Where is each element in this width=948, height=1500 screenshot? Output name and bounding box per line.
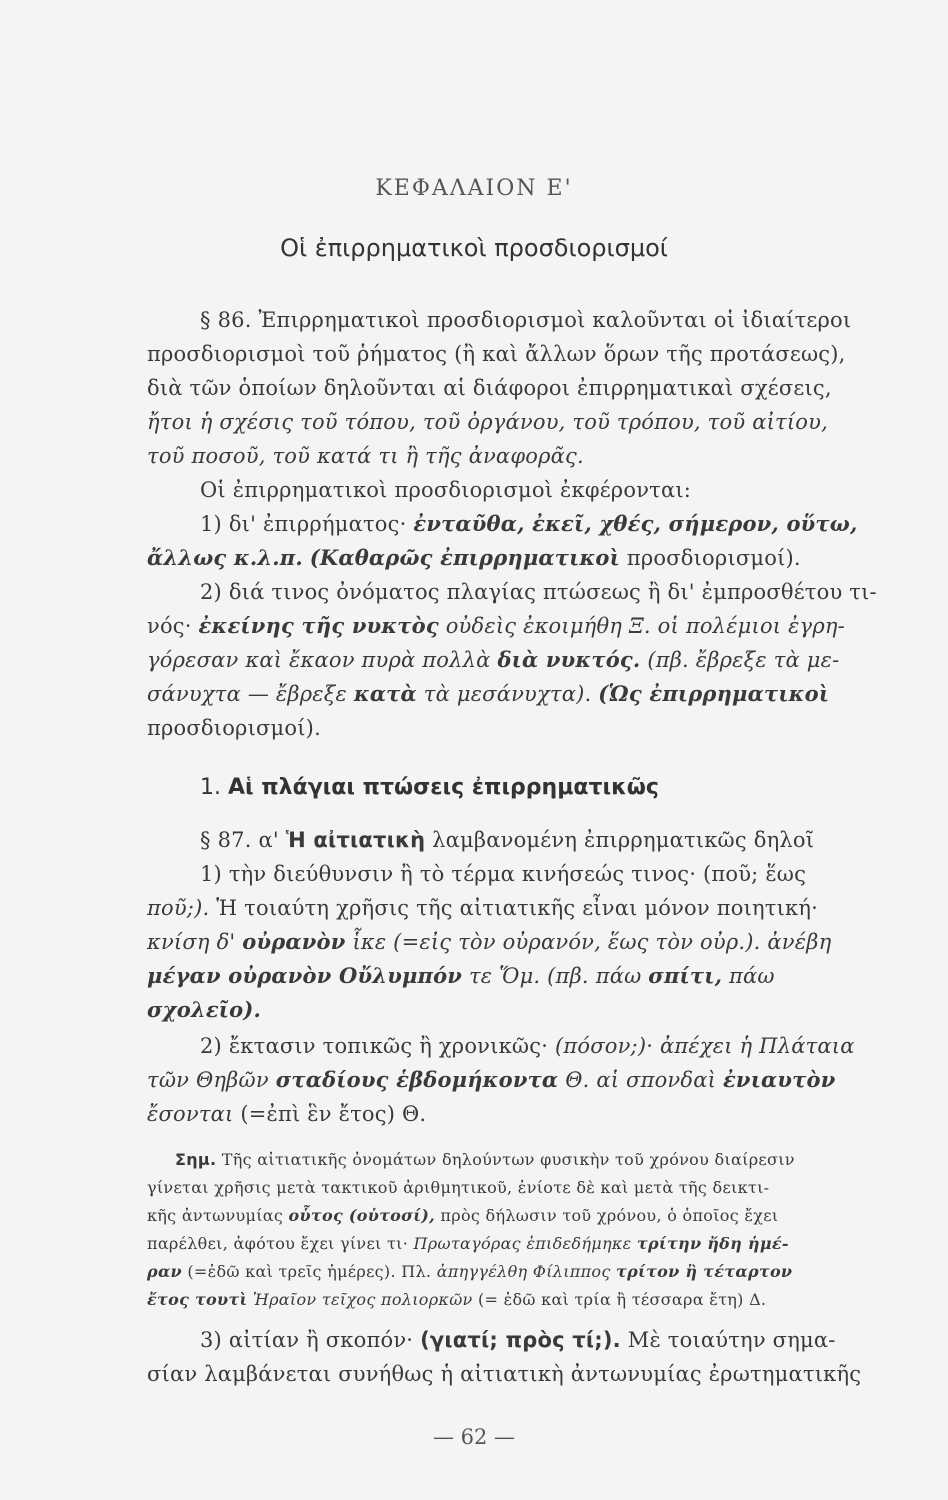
paragraph-87-line — [200, 1032, 948, 1060]
text-span: πρὸς δήλωσιν τοῦ χρόνου, ὁ ὁποῖος ἔχει — [440, 1206, 779, 1225]
text-span: ἐκείνης τῆς νυκτὸς — [198, 613, 439, 638]
text-span: ραν — [147, 1262, 182, 1281]
text-span: (Καθαρῶς ἐπιρρηματικοὶ — [309, 545, 620, 570]
text-span: γόρεσαν καὶ ἔκαον πυρὰ πολλὰ — [147, 648, 491, 672]
text-span: ἐνιαυτὸν — [722, 1067, 836, 1092]
text-span: οὐδεὶς ἐκοιμήθη Ξ. οἱ πολέμιοι ἐγρη- — [445, 614, 845, 638]
paragraph-86-line — [147, 408, 907, 436]
text-span: Μὲ τοιαύτην σημα- — [627, 1328, 836, 1352]
text-span: Ἡ τοιαύτη χρῆσις τῆς αἰτιατικῆς εἶναι μόνον ποιητική· — [216, 896, 819, 920]
text-span: πάω — [595, 964, 642, 988]
text-span: μέγαν οὐρανὸν Οὔλυμπόν — [147, 963, 463, 988]
text-span: ἄλλως κ.λ.π. — [147, 545, 303, 570]
text-span: ἀπηγγέλθη Φίλιππος — [436, 1262, 611, 1281]
example-words: ἐνταῦθα, ἐκεῖ, χθές, σήμερον, οὕτω, — [413, 511, 858, 536]
paragraph-87-line — [147, 1100, 907, 1128]
paragraph-86-line — [147, 612, 907, 640]
paragraph-87-line — [147, 1066, 907, 1094]
text-span: κῆς ἀντωνυμίας — [147, 1206, 284, 1225]
text-span: Πρωταγόρας ἐπιδεδήμηκε — [413, 1234, 632, 1253]
note-line — [147, 1258, 907, 1286]
note-line — [147, 1202, 907, 1230]
paragraph-87-line — [147, 996, 907, 1024]
note-label: Σημ. — [175, 1150, 217, 1169]
text-span: 2) ἔκτασιν τοπικῶς ἢ χρονικῶς· — [200, 1034, 549, 1058]
paragraph-87-line — [147, 928, 907, 956]
text-span: τῶν Θηβῶν — [147, 1068, 269, 1092]
chapter-heading: ΚΕΦΑΛΑΙΟΝ Ε' — [375, 176, 573, 201]
text-span: οὐρανὸν — [242, 929, 346, 954]
paragraph-86-line — [147, 680, 907, 708]
paragraph-86-line — [147, 544, 907, 572]
paragraph-86-line: προσδιορισμοὶ τοῦ ῥήματος (ἢ καὶ ἄλλων ὅρων τῆς προτάσεως), — [147, 342, 846, 366]
note-line — [147, 1230, 907, 1258]
text-span: 1) δι' ἐπιρρήματος· — [200, 512, 407, 536]
text-span: τρίτην ἤδη ἡμέ- — [636, 1234, 789, 1253]
text-span: Ἡραῖον τεῖχος πολιορκῶν — [252, 1290, 473, 1309]
subheading-text: Αἱ πλάγιαι πτώσεις ἐπιρρηματικῶς — [228, 775, 659, 800]
text-span: κατὰ — [353, 681, 417, 706]
text-span: τὰ μεσάνυχτα). — [423, 682, 592, 706]
text-span: σπίτι, — [648, 963, 723, 988]
section-title: Οἱ ἐπιρρηματικοὶ προσδιορισμοί — [280, 234, 668, 262]
text-span: σάνυχτα — ἔβρεξε — [147, 682, 347, 706]
text-span: τρίτον ἢ τέταρτον — [616, 1262, 793, 1281]
paragraph-87-line — [147, 962, 907, 990]
text-span: κνίση δ' — [147, 930, 236, 954]
text-span: τε Ὅμ. (πβ. — [468, 964, 589, 988]
text-span: διὰ νυκτός. — [497, 647, 641, 672]
text-span: (πόσον;)· ἀπέχει ἡ Πλάταια — [554, 1034, 855, 1058]
text-span: προσδιορισμοί). — [626, 546, 801, 570]
text-span: ἷκε (=εἰς τὸν οὐρανόν, ἕως τὸν οὐρ.). — [352, 930, 761, 954]
page-number: — 62 — — [432, 1425, 516, 1449]
paragraph-86-line — [147, 646, 907, 674]
text-span: λαμβανομένη ἐπιρρηματικῶς δηλοῖ — [432, 828, 815, 852]
note-line — [175, 1146, 935, 1174]
paragraph-86-line: διὰ τῶν ὁποίων δηλοῦνται αἱ διάφοροι ἐπιρρηματικαὶ σχέσεις, — [147, 376, 832, 400]
note-line — [147, 1286, 907, 1314]
paragraph-86-line — [147, 442, 907, 470]
paragraph-87-line — [200, 826, 948, 854]
text-span: Τῆς αἰτιατικῆς ὀνομάτων δηλούντων φυσικὴν τοῦ χρόνου διαίρεσιν — [221, 1150, 795, 1169]
note-line: γίνεται χρῆσις μετὰ τακτικοῦ ἀριθμητικοῦ, ἐνίοτε δὲ καὶ μετὰ τῆς δεικτι- — [147, 1178, 770, 1197]
text-span: Ἡ αἰτιατικὴ — [285, 828, 426, 852]
paragraph-86-line: Οἱ ἐπιρρηματικοὶ προσδιορισμοὶ ἐκφέρονται: — [200, 478, 692, 502]
paragraph-87-line — [147, 894, 907, 922]
subheading — [200, 775, 659, 800]
text-span: ἔσονται — [147, 1102, 234, 1126]
text-span: (=ἐπὶ ἓν ἔτος) Θ. — [240, 1102, 427, 1126]
text-span: (=ἐδῶ καὶ τρεῖς ἡμέρες). Πλ. — [187, 1262, 432, 1281]
text-span: τοῦ ποσοῦ, τοῦ κατά τι ἢ τῆς ἀναφορᾶς. — [147, 444, 584, 468]
paragraph-line: σίαν λαμβάνεται συνήθως ἡ αἰτιατικὴ ἀντωνυμίας ἐρωτηματικῆς — [147, 1362, 862, 1386]
text-span: νός· — [147, 614, 192, 638]
text-span: (= ἐδῶ καὶ τρία ἢ τέσσαρα ἔτη) Δ. — [477, 1290, 767, 1309]
text-span: πάω — [729, 964, 775, 988]
text-span: Θ. αἱ σπονδαὶ — [565, 1068, 717, 1092]
paragraph-line — [200, 1326, 948, 1354]
text-span: οὗτος (οὑτοσί), — [288, 1206, 436, 1225]
text-span: ἔτος τουτὶ — [147, 1290, 248, 1309]
text-span: (Ὡς ἐπιρρηματικοὶ — [598, 681, 830, 706]
text-span: ποῦ;). — [147, 896, 210, 920]
paragraph-86-line: προσδιορισμοί). — [147, 716, 321, 740]
paragraph-86-line: § 86. Ἐπιρρηματικοὶ προσδιορισμοὶ καλοῦνται οἱ ἰδιαίτεροι — [200, 308, 852, 332]
text-span: § 87. α' — [200, 828, 279, 852]
text-span: παρέλθει, ἀφότου ἔχει γίνει τι· — [147, 1234, 409, 1253]
paragraph-86-line — [200, 510, 948, 538]
text-span: 3) αἰτίαν ἢ σκοπόν· — [200, 1328, 414, 1352]
paragraph-87-line: 1) τὴν διεύθυνσιν ἢ τὸ τέρμα κινήσεώς τινος· (ποῦ; ἕως — [200, 862, 807, 886]
text-span: (γιατί; πρὸς τί;). — [420, 1328, 621, 1352]
text-span: (πβ. ἔβρεξε τὰ με- — [647, 648, 840, 672]
text-span: σταδίους ἑβδομήκοντα — [275, 1067, 559, 1092]
text-span: ἤτοι ἡ σχέσις τοῦ τόπου, τοῦ ὀργάνου, τοῦ τρόπου, τοῦ αἰτίου, — [147, 410, 828, 434]
paragraph-86-line: 2) διά τινος ὀνόματος πλαγίας πτώσεως ἢ δι' ἐμπροσθέτου τι- — [200, 580, 877, 604]
text-span: ἀνέβη — [767, 930, 832, 954]
text-span: σχολεῖο). — [147, 997, 262, 1022]
subheading-number: 1. — [200, 775, 221, 800]
